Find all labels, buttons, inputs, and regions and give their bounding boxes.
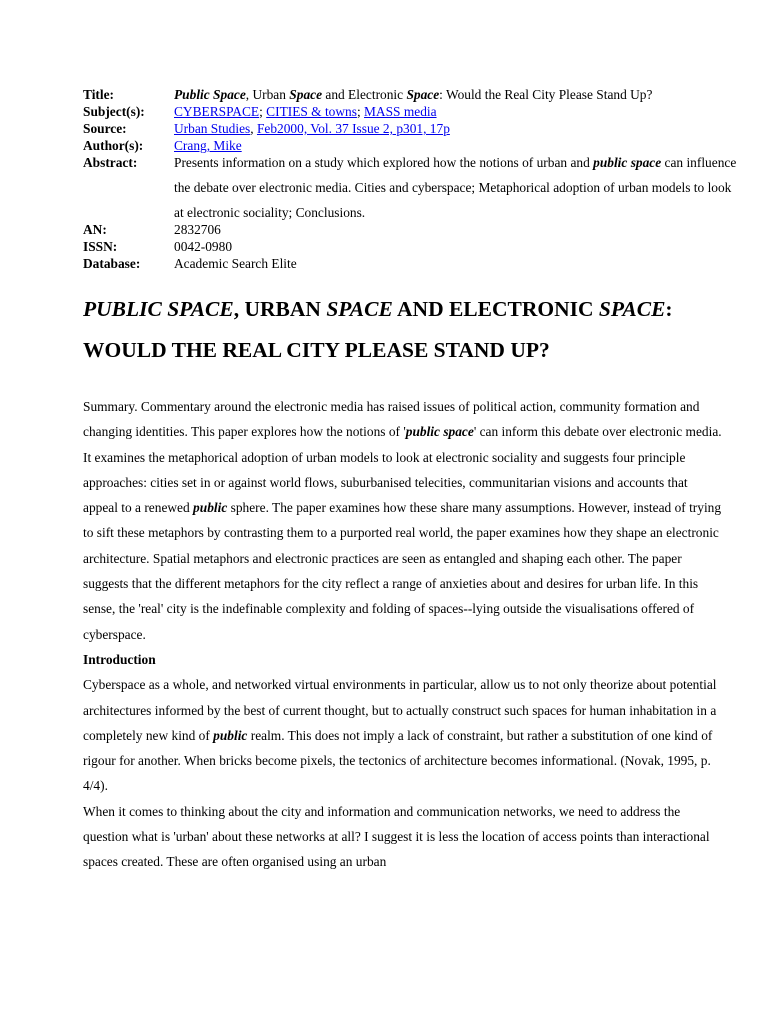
- subject-link-cities[interactable]: CITIES & towns: [266, 104, 357, 119]
- database-value: Academic Search Elite: [174, 256, 297, 271]
- subjects-row: [83, 103, 743, 120]
- an-value: 2832706: [174, 222, 221, 237]
- introduction-heading: Introduction: [83, 651, 156, 667]
- issn-row: [83, 238, 743, 255]
- source-row: [83, 120, 743, 137]
- author-link[interactable]: Crang, Mike: [174, 138, 242, 153]
- summary-paragraph: Summary. Commentary around the electronic media has raised issues of political action, community formation and changing identities. This paper explores how the notions of 'public space' can inform this debate over electronic media. It examines the metaphorical adoption of urban models to look at electronic sociality and suggests four principle approaches: cities set in or against world flows, suburbanised telecities, communitarian visions and accounts that appeal to a renewed public sphere. The paper examines how these share many assumptions. However, instead of trying to sift these metaphors by contrasting them to a purported real world, the paper examines how they shape an electronic architecture. Spatial metaphors and electronic practices are seen as entangled and shaping each other. The paper suggests that the different metaphors for the city reflect a range of anxieties about and desires for urban life. In this sense, the 'real' city is the indefinable complexity and folding of spaces--lying outside the visualisations offered of cyberspace.: [83, 399, 722, 642]
- database-row: [83, 255, 743, 272]
- title-label: Title:: [83, 87, 114, 102]
- abstract-value: Presents information on a study which explored how the notions of urban and public space can influence the debate over electronic media. Cities and cyberspace; Metaphorical adoption of urban models to look at electronic sociality; Conclusions.: [174, 155, 737, 220]
- article-body: [83, 394, 723, 875]
- source-value: Urban Studies, Feb2000, Vol. 37 Issue 2, p301, 17p: [174, 121, 450, 136]
- an-label: AN:: [83, 222, 107, 237]
- subject-link-mass-media[interactable]: MASS media: [364, 104, 437, 119]
- subjects-value: CYBERSPACE; CITIES & towns; MASS media: [174, 104, 437, 119]
- source-label: Source:: [83, 121, 127, 136]
- title-row: [83, 86, 743, 103]
- intro-paragraph: When it comes to thinking about the city and information and communication networks, we need to address the question what is 'urban' about these networks at all? I suggest it is less the location of access points than interactional spaces created. These are often organised using an urban: [83, 803, 710, 870]
- subject-link-cyberspace[interactable]: CYBERSPACE: [174, 104, 260, 119]
- intro-quote-paragraph: Cyberspace as a whole, and networked virtual environments in particular, allow us to not only theorize about potential architectures informed by the best of current thought, but to actually construct such spaces for human inhabitation in a completely new kind of public realm. This does not imply a lack of constraint, but rather a substitution of one kind of rigour for another. When bricks become pixels, the tectonics of architecture becomes informational. (Novak, 1995, p. 4/4).: [83, 677, 717, 794]
- subjects-label: Subject(s):: [83, 104, 145, 119]
- issue-link[interactable]: Feb2000, Vol. 37 Issue 2, p301, 17p: [256, 121, 450, 136]
- article-title: PUBLIC SPACE, URBAN SPACE AND ELECTRONIC SPACE: WOULD THE REAL CITY PLEASE STAND UP?: [83, 297, 673, 362]
- an-row: [83, 221, 743, 238]
- citation-metadata: [83, 86, 743, 272]
- database-label: Database:: [83, 256, 141, 271]
- issn-label: ISSN:: [83, 239, 118, 254]
- issn-value: 0042-0980: [174, 239, 233, 254]
- abstract-row: [83, 150, 743, 225]
- authors-label: Author(s):: [83, 138, 144, 153]
- abstract-label: Abstract:: [83, 155, 138, 170]
- title-value: Public Space, Urban Space and Electronic Space: Would the Real City Please Stand Up?: [174, 87, 653, 102]
- journal-link[interactable]: Urban Studies: [174, 121, 251, 136]
